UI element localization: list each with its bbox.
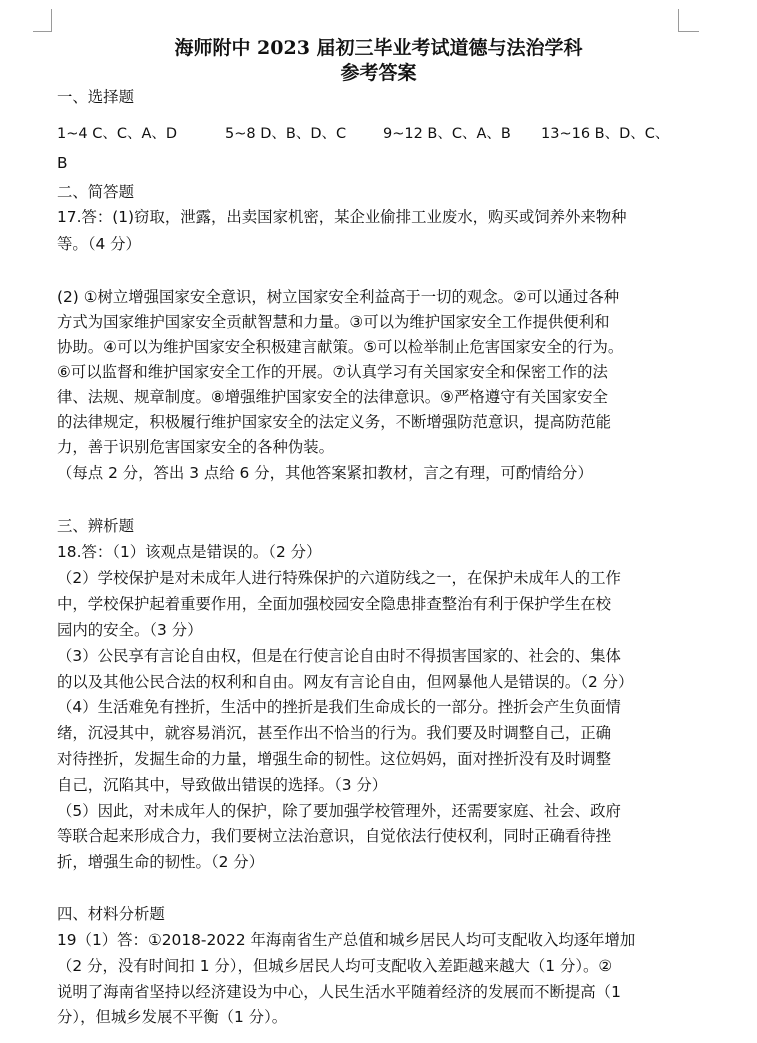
mcq-answer-group: 13~16 B、D、C、 [541, 126, 670, 142]
answer-line: 说明了海南省坚持以经济建设为中心，人民生活水平随着经济的发展而不断提高（1 [57, 983, 621, 1001]
mcq-answer-group: 9~12 B、C、A、B [383, 126, 511, 142]
answer-line: 等。（4 分） [57, 235, 141, 253]
document-subtitle: 参考答案 [340, 62, 417, 84]
answer-line: 18.答：（1）该观点是错误的。（2 分） [57, 543, 322, 561]
answer-line: 自己，沉陷其中，导致做出错误的选择。（3 分） [57, 776, 388, 794]
answer-line: 分），但城乡发展不平衡（1 分）。 [57, 1008, 288, 1026]
corner-mark [33, 31, 52, 32]
answer-line: （5）因此，对未成年人的保护，除了要加强学校管理外，还需要家庭、社会、政府 [57, 802, 621, 820]
section-heading: 一、选择题 [57, 88, 134, 106]
scoring-note: （每点 2 分，答出 3 点给 6 分，其他答案紧扣教材，言之有理，可酌情给分） [57, 464, 593, 482]
mcq-answer-group: 5~8 D、B、D、C [225, 126, 347, 142]
answer-line: （2）学校保护是对未成年人进行特殊保护的六道防线之一，在保护未成年人的工作 [57, 569, 621, 587]
mcq-answer-group: 1~4 C、C、A、D [57, 126, 178, 142]
corner-mark [678, 9, 679, 31]
answer-line: ⑥可以监督和维护国家安全工作的开展。⑦认真学习有关国家安全和保密工作的法 [57, 363, 608, 381]
answer-line: 力，善于识别危害国家安全的各种伪装。 [57, 438, 335, 456]
answer-line: 等联合起来形成合力，我们要树立法治意识，自觉依法行使权利，同时正确看待挫 [57, 827, 612, 845]
answer-line: 17.答：(1)窃取，泄露，出卖国家机密，某企业偷排工业废水，购买或饲养外来物种 [57, 208, 627, 226]
answer-line: 中，学校保护起着重要作用，全面加强校园安全隐患排查整治有利于保护学生在校 [57, 595, 612, 613]
answer-line: 律、法规、规章制度。⑧增强维护国家安全的法律意识。⑨严格遵守有关国家安全 [57, 388, 608, 406]
answer-line: （4）生活难免有挫折，生活中的挫折是我们生命成长的一部分。挫折会产生负面情 [57, 698, 621, 716]
answer-line: 的法律规定，积极履行维护国家安全的法定义务，不断增强防范意识，提高防范能 [57, 413, 612, 431]
answer-line: 对待挫折，发掘生命的力量，增强生命的韧性。这位妈妈，面对挫折没有及时调整 [57, 750, 612, 768]
answer-line: 的以及其他公民合法的权利和自由。网友有言论自由，但网暴他人是错误的。（2 分） [57, 673, 634, 691]
corner-mark [678, 31, 699, 32]
corner-mark [51, 9, 52, 31]
document-title: 海师附中 2023 届初三毕业考试道德与法治学科 [174, 37, 583, 59]
answer-line: （2 分，没有时间扣 1 分），但城乡居民人均可支配收入差距越来越大（1 分）。② [57, 957, 613, 975]
answer-line: 园内的安全。（3 分） [57, 621, 203, 639]
answer-line: 方式为国家维护国家安全贡献智慧和力量。③可以为维护国家安全工作提供便利和 [57, 313, 610, 331]
mcq-answer-wrap: B [57, 154, 68, 172]
answer-line: （3）公民享有言论自由权，但是在行使言论自由时不得损害国家的、社会的、集体 [57, 647, 621, 665]
section-heading: 四、材料分析题 [57, 905, 165, 923]
section-heading: 三、辨析题 [57, 517, 134, 535]
answer-line: 协助。④可以为维护国家安全积极建言献策。⑤可以检举制止危害国家安全的行为。 [57, 338, 624, 356]
answer-line: 19（1）答：①2018-2022 年海南省生产总值和城乡居民人均可支配收入均逐年增加 [57, 931, 636, 949]
section-heading: 二、简答题 [57, 183, 134, 201]
answer-line: 绪，沉浸其中，就容易消沉，甚至作出不恰当的行为。我们要及时调整自己，正确 [57, 724, 612, 742]
answer-line: (2) ①树立增强国家安全意识，树立国家安全利益高于一切的观念。②可以通过各种 [57, 288, 620, 306]
answer-line: 折，增强生命的韧性。（2 分） [57, 853, 265, 871]
